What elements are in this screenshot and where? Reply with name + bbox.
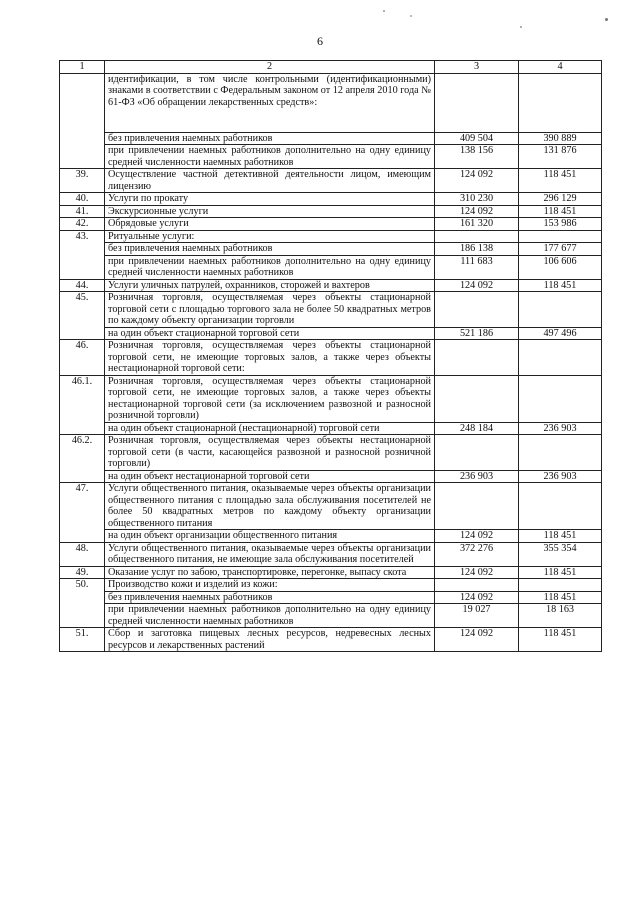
table-row <box>60 422 602 435</box>
row-text: Оказание услуг по забою, транспортировке, перегонке, выпасу скота <box>105 566 435 579</box>
row-number: 46.2. <box>60 435 105 483</box>
row-number: 51. <box>60 628 105 652</box>
row-number: 48. <box>60 542 105 566</box>
table-row <box>60 279 602 292</box>
row-number: 46. <box>60 340 105 376</box>
table-row <box>60 604 602 628</box>
row-text: Розничная торговля, осуществляемая через объекты стационарной торговой сети, не имеющие торговых залов, а также через объекты нестационарной торговой сети: <box>105 340 435 376</box>
table-row <box>60 628 602 652</box>
row-value-4 <box>519 230 602 243</box>
table-row <box>60 566 602 579</box>
row-number: 45. <box>60 292 105 340</box>
table-row <box>60 530 602 543</box>
row-value-4: 355 354 <box>519 542 602 566</box>
table-row <box>60 132 602 145</box>
row-number: 43. <box>60 230 105 279</box>
row-value-3: 111 683 <box>435 255 519 279</box>
row-number: 50. <box>60 579 105 628</box>
row-value-3: 521 186 <box>435 327 519 340</box>
row-text: без привлечения наемных работников <box>105 591 435 604</box>
header-col-3: 3 <box>435 61 519 74</box>
row-value-3: 236 903 <box>435 470 519 483</box>
row-text: Услуги по прокату <box>105 193 435 206</box>
row-text: идентификации, в том числе контрольными (идентификационными) знаками в соответствии с Федеральным законом от 12 апреля 2010 года № 61-ФЗ «Об обращении лекарственных средств»: <box>105 73 435 132</box>
page-number: 6 <box>317 34 323 48</box>
row-value-4: 131 876 <box>519 145 602 169</box>
row-text: при привлечении наемных работников дополнительно на одну единицу средней численности наемных работников <box>105 255 435 279</box>
scan-speck <box>383 10 385 12</box>
row-value-3 <box>435 579 519 592</box>
row-number <box>60 73 105 169</box>
row-value-3: 124 092 <box>435 279 519 292</box>
row-value-4 <box>519 292 602 328</box>
table-row <box>60 375 602 422</box>
row-value-3: 186 138 <box>435 243 519 256</box>
row-value-4: 236 903 <box>519 422 602 435</box>
row-value-4 <box>519 375 602 422</box>
row-value-3: 248 184 <box>435 422 519 435</box>
row-value-3 <box>435 435 519 471</box>
row-text: Розничная торговля, осуществляемая через объекты стационарной торговой сети с площадью торгового зала не более 50 квадратных метров по каждому объекту организации торговли <box>105 292 435 328</box>
row-value-4: 118 451 <box>519 591 602 604</box>
row-value-3: 124 092 <box>435 169 519 193</box>
table-row <box>60 483 602 530</box>
row-number: 46.1. <box>60 375 105 435</box>
row-value-4 <box>519 340 602 376</box>
row-value-4: 118 451 <box>519 566 602 579</box>
row-value-4 <box>519 73 602 132</box>
row-text: на один объект стационарной торговой сети <box>105 327 435 340</box>
table-row <box>60 145 602 169</box>
row-number: 39. <box>60 169 105 193</box>
row-value-3: 409 504 <box>435 132 519 145</box>
header-row <box>60 61 602 74</box>
table-row <box>60 340 602 376</box>
table-row <box>60 579 602 592</box>
row-text: на один объект нестационарной торговой сети <box>105 470 435 483</box>
row-value-3 <box>435 340 519 376</box>
row-text: при привлечении наемных работников дополнительно на одну единицу средней численности наемных работников <box>105 145 435 169</box>
row-value-4: 118 451 <box>519 628 602 652</box>
table-row <box>60 243 602 256</box>
row-value-4: 118 451 <box>519 530 602 543</box>
table-row <box>60 193 602 206</box>
row-text: Розничная торговля, осуществляемая через объекты стационарной торговой сети, не имеющие торговых залов, а также через объекты нестационарной торговой сети (за исключением развозной и разносной розничной торговли) <box>105 375 435 422</box>
row-value-3: 124 092 <box>435 628 519 652</box>
row-text: Услуги общественного питания, оказываемые через объекты организации общественного питания, не имеющие зала обслуживания посетителей <box>105 542 435 566</box>
header-col-2: 2 <box>105 61 435 74</box>
table-row <box>60 591 602 604</box>
row-value-4 <box>519 579 602 592</box>
scan-speck <box>605 18 608 21</box>
row-number: 41. <box>60 205 105 218</box>
row-value-3 <box>435 292 519 328</box>
row-value-3: 124 092 <box>435 566 519 579</box>
row-value-4: 118 451 <box>519 205 602 218</box>
row-value-3: 124 092 <box>435 205 519 218</box>
row-value-3: 124 092 <box>435 591 519 604</box>
table-row <box>60 327 602 340</box>
row-number: 44. <box>60 279 105 292</box>
row-number: 49. <box>60 566 105 579</box>
row-value-3 <box>435 375 519 422</box>
row-value-4: 177 677 <box>519 243 602 256</box>
row-value-4: 153 986 <box>519 218 602 231</box>
row-value-4: 118 451 <box>519 279 602 292</box>
table-row <box>60 292 602 328</box>
row-text: Сбор и заготовка пищевых лесных ресурсов, недревесных лесных ресурсов и лекарственных растений <box>105 628 435 652</box>
row-text: Услуги уличных патрулей, охранников, сторожей и вахтеров <box>105 279 435 292</box>
row-number: 47. <box>60 483 105 543</box>
row-number: 42. <box>60 218 105 231</box>
row-text: Услуги общественного питания, оказываемые через объекты организации общественного питания с площадью зала обслуживания посетителей не более 50 квадратных метров по каждому объекту организации общественного питания <box>105 483 435 530</box>
row-value-3 <box>435 73 519 132</box>
row-value-4 <box>519 483 602 530</box>
row-value-3: 310 230 <box>435 193 519 206</box>
row-value-3: 124 092 <box>435 530 519 543</box>
row-text: Осуществление частной детективной деятельности лицом, имеющим лицензию <box>105 169 435 193</box>
row-text: на один объект организации общественного питания <box>105 530 435 543</box>
row-value-4 <box>519 435 602 471</box>
table-row <box>60 169 602 193</box>
row-text: Розничная торговля, осуществляемая через объекты нестационарной торговой сети (в части, касающейся развозной и разносной розничной торговли) <box>105 435 435 471</box>
tax-rates-table <box>59 60 602 652</box>
table-row <box>60 73 602 132</box>
row-text: Обрядовые услуги <box>105 218 435 231</box>
row-value-3: 161 320 <box>435 218 519 231</box>
row-value-3 <box>435 230 519 243</box>
row-value-3: 372 276 <box>435 542 519 566</box>
row-text: Экскурсионные услуги <box>105 205 435 218</box>
row-text: Ритуальные услуги: <box>105 230 435 243</box>
row-value-4: 296 129 <box>519 193 602 206</box>
row-text: Производство кожи и изделий из кожи: <box>105 579 435 592</box>
scan-speck <box>520 26 522 28</box>
header-col-4: 4 <box>519 61 602 74</box>
row-value-4: 106 606 <box>519 255 602 279</box>
row-value-4: 497 496 <box>519 327 602 340</box>
row-text: при привлечении наемных работников дополнительно на одну единицу средней численности наемных работников <box>105 604 435 628</box>
row-value-3 <box>435 483 519 530</box>
table-row <box>60 218 602 231</box>
row-value-4: 236 903 <box>519 470 602 483</box>
header-col-1: 1 <box>60 61 105 74</box>
row-text: без привлечения наемных работников <box>105 243 435 256</box>
row-value-4: 390 889 <box>519 132 602 145</box>
table-row <box>60 542 602 566</box>
row-text: на один объект стационарной (нестационарной) торговой сети <box>105 422 435 435</box>
row-number: 40. <box>60 193 105 206</box>
row-value-3: 138 156 <box>435 145 519 169</box>
table-row <box>60 255 602 279</box>
row-value-3: 19 027 <box>435 604 519 628</box>
row-value-4: 118 451 <box>519 169 602 193</box>
table-row <box>60 205 602 218</box>
row-text: без привлечения наемных работников <box>105 132 435 145</box>
table-row <box>60 230 602 243</box>
table-row <box>60 435 602 471</box>
scan-speck <box>410 15 412 17</box>
row-value-4: 18 163 <box>519 604 602 628</box>
table-row <box>60 470 602 483</box>
